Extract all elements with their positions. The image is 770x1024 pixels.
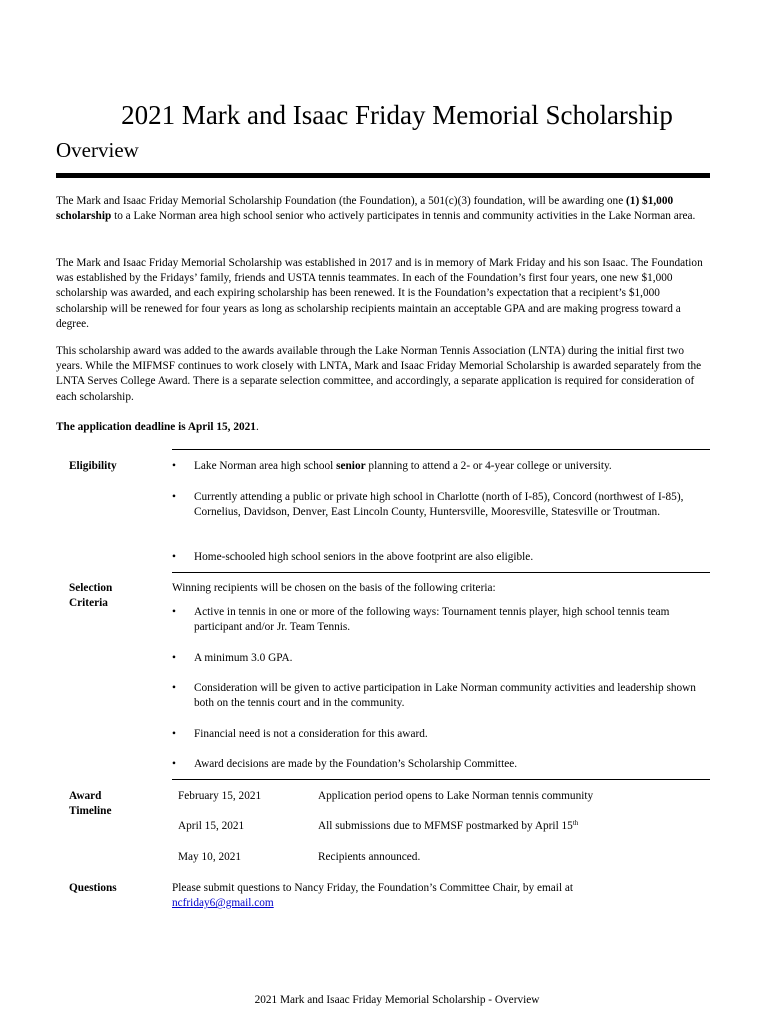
timeline-label-line1: Award [69, 790, 102, 802]
bullet-icon: • [172, 682, 176, 694]
intro-text-a: The Mark and Isaac Friday Memorial Scholarship Foundation (the Foundation), a 501(c)(3) foundation, will be awarding one [56, 195, 627, 207]
bullet-icon: • [172, 460, 176, 472]
eligibility-label: Eligibility [69, 460, 117, 472]
selection-top-rule [172, 572, 710, 573]
criteria-item-committee: Award decisions are made by the Foundation’s Scholarship Committee. [194, 758, 518, 770]
eligibility-item-senior-c: planning to attend a 2- or 4-year college or university. [365, 460, 612, 472]
timeline-date: May 10, 2021 [178, 851, 242, 863]
page-footer: 2021 Mark and Isaac Friday Memorial Scholarship - Overview [254, 994, 540, 1006]
questions-label: Questions [69, 882, 117, 894]
intro-paragraph [56, 194, 712, 224]
timeline-description: Application period opens to Lake Norman tennis community [318, 790, 594, 802]
eligibility-top-rule [172, 449, 710, 450]
eligibility-item-homeschool: Home-schooled high school seniors in the above footprint are also eligible. [194, 551, 534, 563]
intro-text-c: to a Lake Norman area high school senior who actively participates in tennis and community activities in the Lake Norman area. [111, 210, 696, 223]
eligibility-item-schools: Currently attending a public or private high school in Charlotte (north of I-85), Concord (northwest of I-85), Cornelius, Davidson, Denver, East Lincoln County, Huntersville, Mooresville, Statesville or Troutman. [194, 491, 684, 519]
eligibility-item-senior [194, 459, 706, 474]
bullet-icon: • [172, 551, 176, 563]
questions-text [172, 881, 692, 911]
eligibility-item-senior-a: Lake Norman area high school [194, 460, 337, 472]
eligibility-item-senior-b: senior [336, 460, 366, 472]
email-link[interactable]: ncfriday6@gmail.com [172, 897, 274, 910]
timeline-top-rule [172, 779, 710, 780]
selection-label-line2: Criteria [69, 597, 108, 610]
bullet-icon: • [172, 491, 176, 503]
intro-scholarship-amount: (1) $1,000 scholarship [56, 195, 674, 223]
selection-label [69, 581, 159, 611]
deadline-text: The application deadline is April 15, 2021 [56, 421, 256, 433]
bullet-icon: • [172, 652, 176, 664]
bullet-icon: • [172, 606, 176, 618]
selection-label-line1: Selection [69, 582, 113, 594]
timeline-description-text: All submissions due to MFMSF postmarked by April 15 [318, 820, 573, 832]
document-title: 2021 Mark and Isaac Friday Memorial Scholarship [121, 100, 673, 130]
timeline-label [69, 789, 159, 819]
criteria-item-tennis: Active in tennis in one or more of the following ways: Tournament tennis player, high school tennis team participant and/or Jr. Team Tennis. [194, 606, 670, 634]
timeline-date: April 15, 2021 [178, 820, 245, 832]
timeline-description: Recipients announced. [318, 851, 421, 863]
title-divider [56, 173, 710, 178]
criteria-item-gpa: A minimum 3.0 GPA. [194, 652, 293, 664]
deadline-paragraph [56, 420, 712, 435]
deadline-period: . [255, 421, 259, 433]
selection-intro: Winning recipients will be chosen on the basis of the following criteria: [172, 582, 496, 594]
bullet-icon: • [172, 758, 176, 770]
lnta-paragraph: This scholarship award was added to the awards available through the Lake Norman Tennis Association (LNTA) during the initial first two years. While the MIFMSF continues to work closely with LNTA, Mark and Isaac Friday Memorial Scholarship is awarded separately from the LNTA Serves College Award. There is a separate selection committee, and accordingly, a separate application is required for consideration of each scholarship. [56, 345, 702, 403]
history-paragraph: The Mark and Isaac Friday Memorial Scholarship was established in 2017 and is in memory of Mark Friday and his son Isaac. The Foundation was established by the Fridays’ family, friends and USTA tennis teammates. In each of the Foundation’s first four years, one new $1,000 scholarship was awarded, and each expiring scholarship has been renewed. It is the Foundation’s expectation that a recipient’s $1,000 scholarship will be renewed for four years as long as scholarship recipients maintain an acceptable GPA and are making progress toward a degree. [56, 257, 703, 330]
bullet-icon: • [172, 728, 176, 740]
timeline-label-line2: Timeline [69, 805, 112, 818]
questions-text-line: Please submit questions to Nancy Friday, the Foundation’s Committee Chair, by email at [172, 882, 574, 894]
criteria-item-community: Consideration will be given to active participation in Lake Norman community activities and leadership shown both on the tennis court and in the community. [194, 682, 696, 710]
timeline-date: February 15, 2021 [178, 790, 262, 802]
criteria-item-financial: Financial need is not a consideration for this award. [194, 728, 428, 740]
ordinal-suffix: th [572, 819, 579, 827]
section-subtitle: Overview [56, 138, 139, 162]
timeline-description [318, 819, 578, 834]
